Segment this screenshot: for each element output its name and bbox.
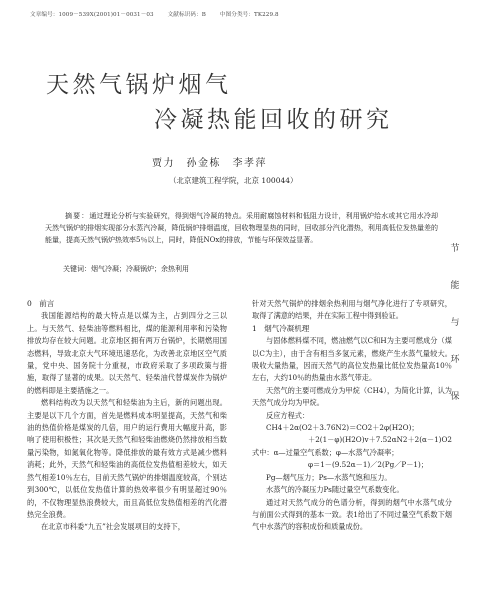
paragraph: 针对天然气锅炉的排烟余热利用与烟气净化进行了专项研究，取得了满意的结果，并在实际工程中得到验证。 (252, 299, 452, 321)
title-line-2: 冷凝热能回收的研究 (154, 107, 393, 133)
paragraph: 与固体燃料煤不同，燃油燃气以C和H为主要可燃成分（煤以C为主），由于含有相当多氢元素，燃烧产生水蒸气量较大。吸收大量热量，因而天然气的高位发热量比低位发热量高10％左右，大约10％的热量由水蒸气带走。 (252, 336, 452, 383)
right-column (252, 298, 452, 534)
article-header (30, 10, 291, 18)
keywords-label: 关键词： (63, 265, 91, 273)
section-heading-intro: 0 前言 (27, 299, 55, 308)
keywords-text: 烟气冷凝；冷凝锅炉；余热利用 (91, 265, 189, 273)
side-char: 保 (450, 392, 460, 402)
left-column (27, 298, 227, 534)
equation-legend-2: Pg—烟气压力；Ps—水蒸气饱和压力。 (266, 472, 392, 482)
abstract-label: 摘要： (65, 212, 90, 220)
paragraph: 在北京市科委“九五”社会发展项目的支持下， (41, 522, 185, 532)
side-char: 与 (450, 318, 460, 328)
paragraph: 水蒸气的冷凝压力Ps随过量空气系数变化。 (266, 485, 404, 495)
paragraph: 通过对天然气成分的色谱分析，得到的烟气中水蒸气成分与前面公式得到的基本一致。表1给出了不同过量空气系数下烟气中水蒸汽的容积成份和质量成份。 (252, 497, 452, 532)
paragraph: 反应方程式： (266, 410, 310, 420)
side-char: 节 (450, 244, 460, 254)
equation-legend: 式中：α—过量空气系数；φ—水蒸气冷凝率； (252, 447, 399, 457)
equation-line-3: φ＝1－(9.52α－1)／2(Pg／P－1)； (308, 460, 428, 470)
section-heading-mechanism: 1 烟气冷凝机理 (252, 323, 310, 333)
authors: 贾力 孙金栋 李孝萍 (152, 158, 267, 169)
paragraph: 燃料结构改为以天然气和轻柴油为主后，新的问题出现。主要是以下几个方面，首先是燃料成本明显提高，天然气和柴油的热值价格是煤炭的几倍，用户的运行费用大幅度升高，影响了使用积极性；其次是天然气和轻柴油燃烧仍然排放相当数量污染物，如氮氧化物等。降低排放的最有效方式是减少燃料消耗；此外，天然气和轻柴油的高低位发热值相差较大，如天然气相差10％左右，目前天然气锅炉的排烟温度较高，个别达到300℃，以低位发热值计算的热效率很少有明显超过90％的，不仅物理显热浪费较大，而且高低位发热值相差的汽化潜热完全浪费。 (27, 398, 227, 519)
document-code: 文献标识码：B (167, 12, 206, 18)
paragraph: 天然气的主要可燃成分为甲烷（CH4），为简化计算，认为天然气成分均为甲烷。 (252, 385, 452, 408)
abstract (45, 210, 438, 246)
classification-number: 中图分类号：TK229.8 (219, 12, 279, 18)
side-char: 能 (450, 281, 460, 291)
equation-line-2: ＋2(1－φ)(H2O)v＋7.52αN2＋2(α－1)O2 (308, 435, 452, 445)
title-line-1: 天然气锅炉烟气 (46, 72, 232, 98)
abstract-text: 通过理论分析与实验研究，得到烟气冷凝的特点。采用耐腐蚀材料和低阻力设计，利用锅炉给水或其它用水冷却天然气锅炉的排烟实现部分水蒸汽冷凝，降低锅炉排烟温度，回收物理显热的同时，回收部分汽化潜热，利用高低位发热量差的能量，提高天然气锅炉热效率5％以上，同时，降低NOx的排放，节能与环保效益显著。 (45, 212, 439, 244)
paragraph: 我国能源结构的最大特点是以煤为主，占到四分之三以上。与天然气、轻柴油等燃料相比，煤的能源利用率和污染物排放均存在较大问题。北京地区拥有两万台锅炉，长期燃用国态燃料，导致北京大气环境迅速恶化，为改善北京地区空气质量，党中央、国务院十分重视，市政府采取了多项政策与措施，取得了显著的成果。以天然气、轻柴油代替煤炭作为锅炉的燃料即是主要措施之一。 (27, 311, 227, 395)
equation-line-1: CH4＋2α(O2＋3.76N2)＝CO2＋2φ(H2O)； (266, 423, 419, 433)
article-number: 文章编号：1009－539X(2001)01－0031－03 (30, 12, 154, 18)
affiliation: （北京建筑工程学院，北京 100044） (169, 176, 298, 185)
keywords (63, 264, 189, 274)
side-char: 环 (450, 355, 460, 365)
